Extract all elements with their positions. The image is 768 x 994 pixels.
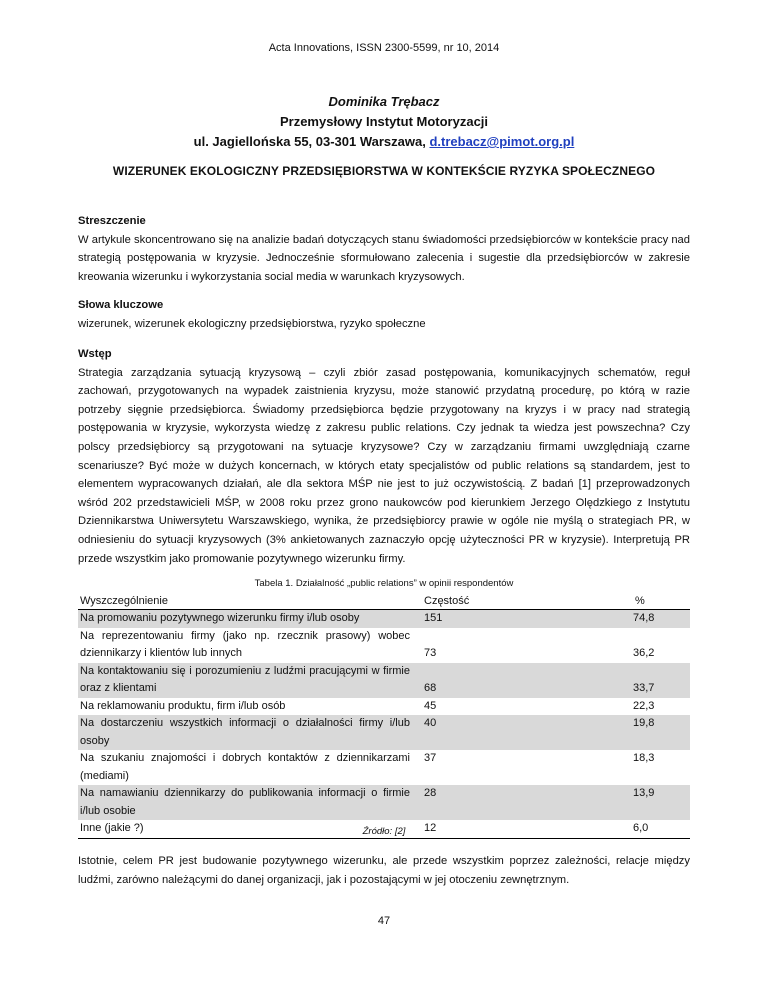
row-count: 37 [424,752,437,764]
table-row [78,715,690,750]
row-label: Na kontaktowaniu się i porozumieniu z ludźmi pracującymi w firmie oraz z klientami [78,663,414,698]
paper-title: WIZERUNEK EKOLOGICZNY PRZEDSIĘBIORSTWA W KONTEKŚCIE RYZYKA SPOŁECZNEGO [112,164,656,178]
table-source: Źródło: [2] [362,826,406,837]
row-percent: 13,9 [633,785,690,820]
intro-heading: Wstęp [78,348,112,360]
table-header-row [78,592,690,610]
row-label: Na reprezentowaniu firmy (jako np. rzecznik prasowy) wobec dziennikarzy i klientów lub innych [80,629,410,659]
author-name: Dominika Trębacz [328,94,440,109]
journal-header: Acta Innovations, ISSN 2300-5599, nr 10, 2014 [268,42,500,54]
row-count: 12 [414,820,633,838]
column-header-frequency: Częstość [414,592,633,610]
keywords-heading: Słowa kluczowe [78,299,164,311]
table-row [78,610,690,628]
row-label: Na promowaniu pozytywnego wizerunku firmy i/lub osoby [78,610,414,628]
table-row [78,698,690,716]
author-block [0,92,768,152]
row-percent: 74,8 [633,610,690,628]
row-count: 73 [424,647,437,659]
table-caption: Tabela 1. Działalność „public relations” w opinii respondentów [254,578,514,589]
row-count: 45 [424,699,437,712]
author-institution: Przemysłowy Instytut Motoryzacji [279,114,489,129]
row-percent: 19,8 [633,715,690,750]
row-count: 28 [414,785,633,820]
row-percent: 36,2 [633,647,655,659]
pr-activity-table [78,592,690,839]
address-text: ul. Jagiellońska 55, 03-301 Warszawa, [193,134,430,149]
intro-section [78,345,690,568]
abstract-section [78,212,690,286]
row-label: Inne (jakie ?) [78,820,414,838]
intro-text: Strategia zarządzania sytuacją kryzysową – czyli zbiór zasad postępowania, komunikacyjnych schematów, reguł zachowań, przygotowanych na wypadek zaistnienia kryzysu, może stanowić przydatną procedurę, po którą w razie potrzeby sięgnie przedsiębiorca. Świadomy przedsiębiorca będzie przygotowany na kryzys i w pracy nad strategią postępowania w kryzysie, wykorzysta wiedzę z zakresu public relations. Czy jednak ta wiedza jest powszechna? Czy polscy przedsiębiorcy są przygotowani na sytuacje kryzysowe? Czy w zarządzaniu firmami uwzględniają czarne scenariusze? Być może w dużych koncernach, w których etaty specjalistów od public relations są standardem, jest to elementem wypracowanych działań, ale dla sektora MŚP nie jest to już oczywistością. Z badań [1] przeprowadzonych wśród 202 przedstawicieli MŚP, w 2008 roku przez grono naukowców pod kierunkiem Jerzego Olędzkiego z Instytutu Dziennikarstwa Uniwersytetu Warszawskiego, wynika, że przedsiębiorcy prawie w ogóle nie myślą o strategiach PR, w odniesieniu do sytuacji kryzysowych (3% ankietowanych zaznaczyło opcję użyteczności PR w kryzysie). Interpretują PR przede wszystkim jako promowanie pozytywnego wizerunku firmy. [78,366,690,565]
table-row [78,663,690,698]
row-percent: 33,7 [633,663,690,698]
row-percent: 22,3 [633,699,655,712]
author-address [0,132,768,152]
row-label: Na szukaniu znajomości i dobrych kontaktów z dziennikarzami (mediami) [80,752,410,782]
abstract-heading: Streszczenie [78,215,146,227]
row-count: 40 [414,715,633,750]
keywords-text: wizerunek, wizerunek ekologiczny przedsiębiorstwa, ryzyko społeczne [78,317,426,330]
keywords-section [78,296,690,333]
page-number: 47 [377,915,391,927]
row-count: 151 [414,610,633,628]
row-label: Na namawianiu dziennikarzy do publikowania informacji o firmie i/lub osobie [78,785,414,820]
author-email-link[interactable]: d.trebacz@pimot.org.pl [429,134,575,149]
table-row [78,628,690,663]
row-label: Na reklamowaniu produktu, firm i/lub osób [80,699,286,712]
closing-paragraph: Istotnie, celem PR jest budowanie pozytywnego wizerunku, ale przede wszystkim poprzez zależności, relacje między ludźmi, zarówno należącymi do danej organizacji, jak i pozostającymi w jej otoczeniu zewnętrznym. [78,855,690,886]
row-percent: 18,3 [633,752,655,764]
abstract-text: W artykule skoncentrowano się na analizie badań dotyczących stanu świadomości przedsiębiorców w kontekście pracy nad strategią postępowania w kryzysie. Jednocześnie sformułowano zalecenia i sugestie dla przedsiębiorców w zakresie kreowania wizerunku i wykorzystania social media w warunkach kryzysowych. [78,233,690,283]
column-header-item: Wyszczególnienie [78,592,414,610]
column-header-percent: % [633,592,690,610]
row-label: Na dostarczeniu wszystkich informacji o działalności firmy i/lub osoby [78,715,414,750]
table-row [78,785,690,820]
row-count: 68 [414,663,633,698]
table-row [78,750,690,785]
row-percent: 6,0 [633,820,690,838]
